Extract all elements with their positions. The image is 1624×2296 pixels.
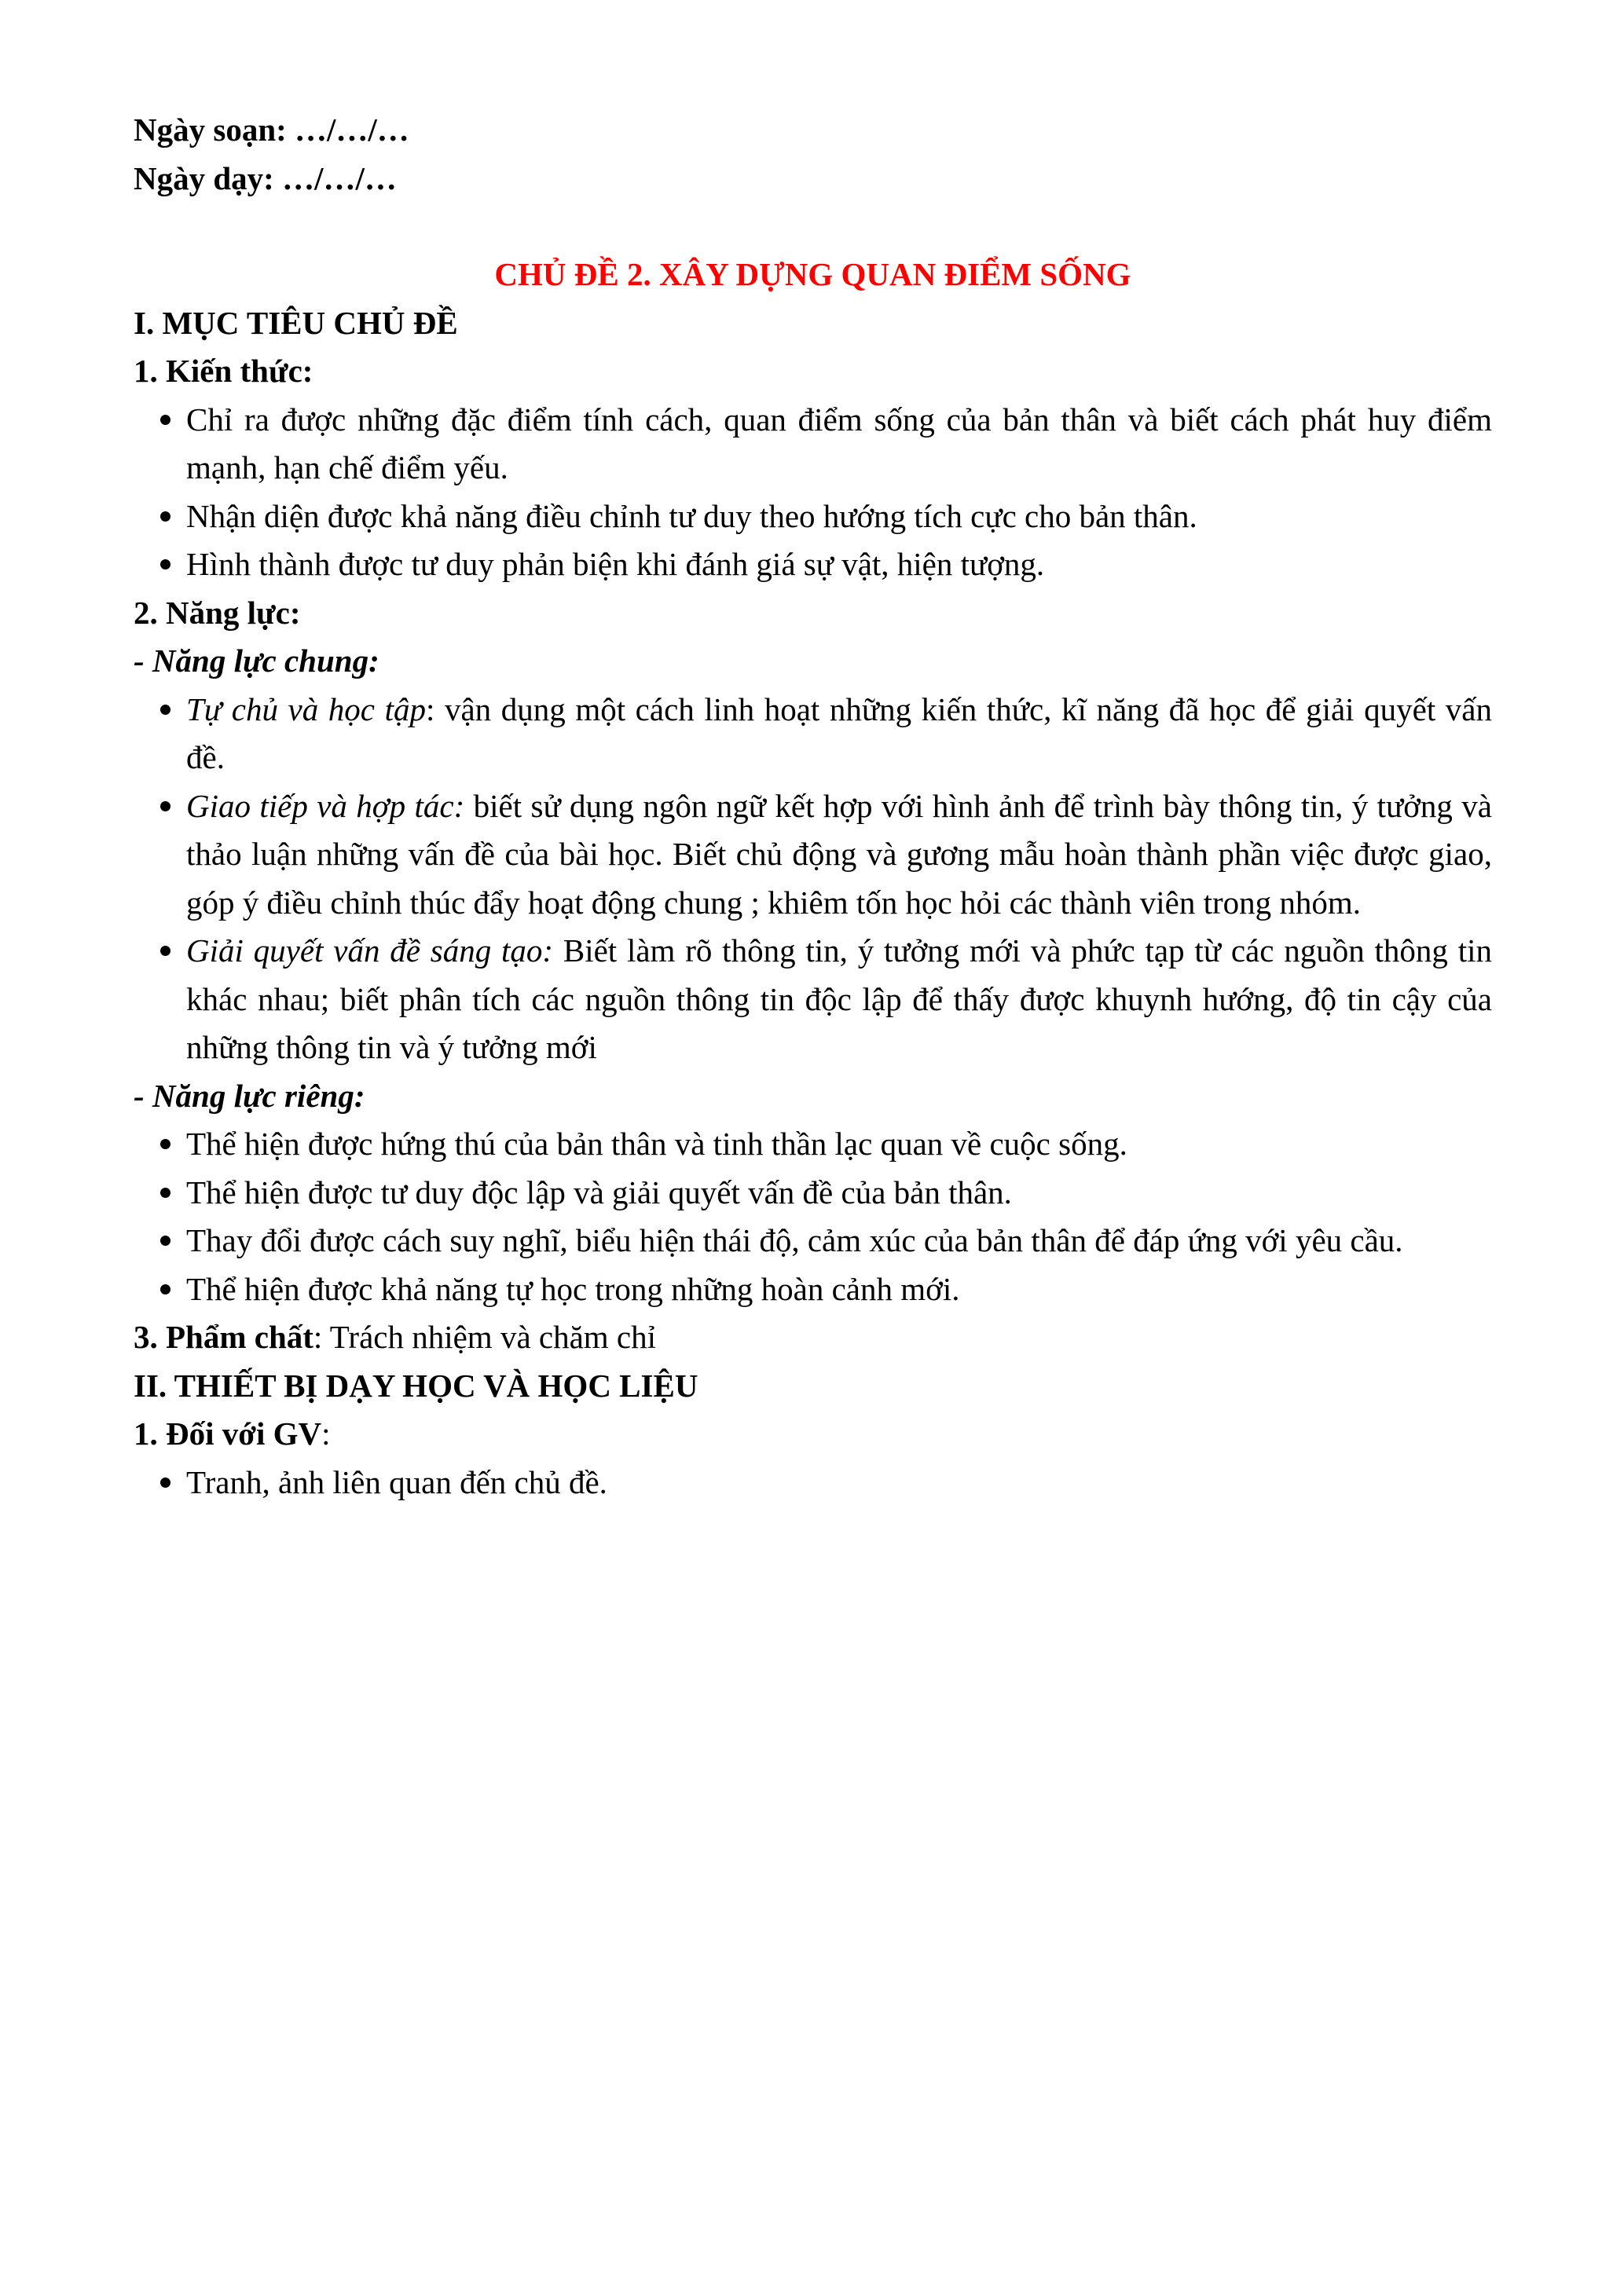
- knowledge-heading: 1. Kiến thức:: [134, 353, 313, 389]
- list-item: [134, 1217, 1492, 1265]
- bullet-icon: [160, 1284, 170, 1294]
- list-item-text: : vận dụng một cách linh hoạt những kiến thức, kĩ năng đã học để giải quyết vấn đề.: [186, 690, 1493, 775]
- list-item: [134, 927, 1492, 1072]
- bullet-icon: [160, 1478, 170, 1488]
- bullet-icon: [160, 1139, 170, 1149]
- list-item-text: Chỉ ra được những đặc điểm tính cách, quan điểm sống của bản thân và biết cách phát huy điểm mạnh, hạn chế điểm yếu.: [186, 401, 1492, 485]
- quality-line: [134, 1313, 1492, 1362]
- list-item-text: Thể hiện được khả năng tự học trong những hoàn cảnh mới.: [186, 1270, 960, 1307]
- bullet-icon: [160, 801, 170, 811]
- list-item: [134, 1169, 1492, 1218]
- list-item-text: Thay đổi được cách suy nghĩ, biểu hiện thái độ, cảm xúc của bản thân để đáp ứng với yêu cầu.: [186, 1222, 1403, 1258]
- list-item: [134, 540, 1492, 589]
- for-teacher-colon: :: [321, 1415, 331, 1452]
- for-teacher-heading: [134, 1410, 1492, 1459]
- teacher-materials-list: [134, 1459, 1492, 1507]
- bullet-icon: [160, 705, 170, 715]
- list-item-text: Thể hiện được tư duy độc lập và giải quyết vấn đề của bản thân.: [186, 1174, 1012, 1210]
- bullet-icon: [160, 511, 170, 522]
- general-capacity-list: [134, 686, 1492, 1072]
- bullet-icon: [160, 559, 170, 569]
- bullet-icon: [160, 415, 170, 425]
- list-item-lead: Giải quyết vấn đề sáng tạo:: [186, 932, 554, 969]
- list-item-lead: Giao tiếp và hợp tác:: [186, 787, 465, 824]
- list-item: [134, 686, 1492, 782]
- bullet-icon: [160, 946, 170, 956]
- date-taught-line: Ngày dạy: …/…/…: [134, 159, 397, 196]
- knowledge-list: [134, 396, 1492, 589]
- general-capacity-heading: - Năng lực chung:: [134, 643, 379, 679]
- blank-line: [134, 203, 1492, 251]
- capacity-heading: 2. Năng lực:: [134, 594, 301, 631]
- list-item-lead: Tự chủ và học tập: [186, 690, 426, 727]
- list-item: [134, 396, 1492, 493]
- section-2-heading: II. THIẾT BỊ DẠY HỌC VÀ HỌC LIỆU: [134, 1367, 698, 1404]
- list-item-text: Hình thành được tư duy phản biện khi đánh giá sự vật, hiện tượng.: [186, 546, 1045, 582]
- quality-lead: 3. Phẩm chất: [134, 1319, 313, 1355]
- list-item-text: Tranh, ảnh liên quan đến chủ đề.: [186, 1463, 607, 1500]
- list-item-text: Nhận diện được khả năng điều chỉnh tư duy theo hướng tích cực cho bản thân.: [186, 497, 1197, 534]
- specific-capacity-heading: - Năng lực riêng:: [134, 1077, 365, 1114]
- bullet-icon: [160, 1188, 170, 1198]
- list-item-text: biết sử dụng ngôn ngữ kết hợp với hình ảnh để trình bày thông tin, ý tưởng và thảo luận những vấn đề của bài học. Biết chủ động và gương mẫu hoàn thành phần việc được giao, góp ý điều chỉnh thúc đẩy hoạt động chung ; khiêm tốn học hỏi các thành viên trong nhóm.: [186, 787, 1492, 921]
- list-item: [134, 782, 1492, 928]
- quality-text: : Trách nhiệm và chăm chỉ: [313, 1319, 657, 1355]
- list-item: [134, 1120, 1492, 1169]
- specific-capacity-list: [134, 1120, 1492, 1313]
- list-item-text: Thể hiện được hứng thú của bản thân và tinh thần lạc quan về cuộc sống.: [186, 1126, 1127, 1162]
- section-1-heading: I. MỤC TIÊU CHỦ ĐỀ: [134, 304, 458, 341]
- list-item: [134, 1459, 1492, 1507]
- for-teacher-lead: 1. Đối với GV: [134, 1415, 322, 1452]
- list-item: [134, 1265, 1492, 1314]
- list-item-text: Biết làm rõ thông tin, ý tưởng mới và phức tạp từ các nguồn thông tin khác nhau; biết phân tích các nguồn thông tin độc lập để thấy được khuynh hướng, độ tin cậy của những thông tin và ý tưởng mới: [186, 932, 1492, 1065]
- document-title: CHỦ ĐỀ 2. XÂY DỰNG QUAN ĐIỂM SỐNG: [494, 256, 1131, 292]
- bullet-icon: [160, 1236, 170, 1246]
- date-composed-line: Ngày soạn: …/…/…: [134, 112, 409, 148]
- list-item: [134, 493, 1492, 541]
